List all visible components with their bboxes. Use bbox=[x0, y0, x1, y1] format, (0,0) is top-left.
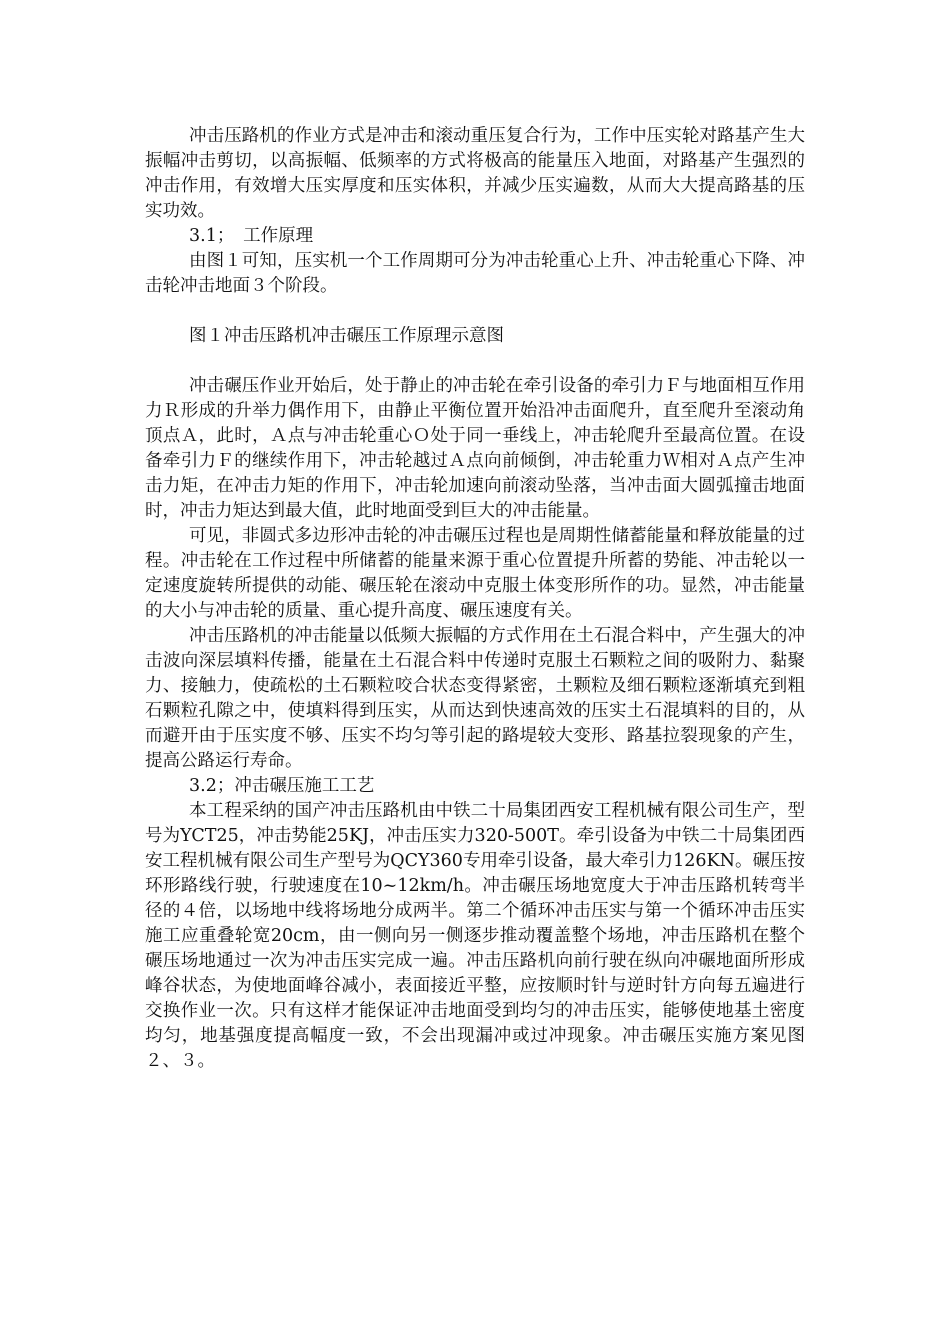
paragraph-energy: 可见，非圆式多边形冲击轮的冲击碾压过程也是周期性储蓄能量和释放能量的过程。冲击轮在工作过程中所储蓄的能量来源于重心位置提升所蓄的势能、冲击轮以一定速度旋转所提供的动能、碾压轮在滚动中克服土体变形所作的功。显然，冲击能量的大小与冲击轮的质量、重心提升高度、碾压速度有关。 bbox=[145, 526, 805, 621]
paragraph-compaction-effect: 冲击压路机的冲击能量以低频大振幅的方式作用在土石混合料中，产生强大的冲击波向深层填料传播，能量在土石混合料中传递时克服土石颗粒之间的吸附力、黏聚力、接触力，使疏松的土石颗粒咬合状态变得紧密，土颗粒及细石颗粒逐渐填充到粗石颗粒孔隙之中，使填料得到压实，从而达到快速高效的压实土石混填料的目的，从而避开由于压实度不够、压实不均匀等引起的路堤较大变形、路基拉裂现象的产生，提高公路运行寿命。 bbox=[145, 626, 805, 771]
paragraph-working-process: 冲击碾压作业开始后，处于静止的冲击轮在牵引设备的牵引力Ｆ与地面相互作用力Ｒ形成的升举力偶作用下，由静止平衡位置开始沿冲击面爬升，直至爬升至滚动角顶点Ａ，此时，Ａ点与冲击轮重心Ｏ处于同一垂线上，冲击轮爬升至最高位置。在设备牵引力Ｆ的继续作用下，冲击轮越过Ａ点向前倾倒，冲击轮重力Ｗ相对Ａ点产生冲击力矩，在冲击力矩的作用下，冲击轮加速向前滚动坠落，当冲击面大圆弧撞击地面时，冲击力矩达到最大值，此时地面受到巨大的冲击能量。 bbox=[145, 376, 805, 521]
paragraph-figure-reference: 由图１可知，压实机一个工作周期可分为冲击轮重心上升、冲击轮重心下降、冲击轮冲击地面３个阶段。 bbox=[145, 251, 805, 296]
paragraph-construction-process: 本工程采纳的国产冲击压路机由中铁二十局集团西安工程机械有限公司生产，型号为YCT25，冲击势能25KJ，冲击压实力320-500T。牵引设备为中铁二十局集团西安工程机械有限公司生产型号为QCY360专用牵引设备，最大牵引力126KN。碾压按环形路线行驶，行驶速度在10~12km/h。冲击碾压场地宽度大于冲击压路机转弯半径的４倍，以场地中线将场地分成两半。第二个循环冲击压实与第一个循环冲击压实施工应重叠轮宽20cm，由一侧向另一侧逐步推动覆盖整个场地，冲击压路机在整个碾压场地通过一次为冲击压实完成一遍。冲击压路机向前行驶在纵向冲碾地面所形成峰谷状态，为使地面峰谷减小，表面接近平整，应按顺时针与逆时针方向每五遍进行交换作业一次。只有这样才能保证冲击地面受到均匀的冲击压实，能够使地基土密度均匀，地基强度提高幅度一致，不会出现漏冲或过冲现象。冲击碾压实施方案见图２、３。 bbox=[145, 801, 805, 1071]
figure-1-caption: 图１冲击压路机冲击碾压工作原理示意图 bbox=[189, 326, 504, 346]
paragraph-intro: 冲击压路机的作业方式是冲击和滚动重压复合行为，工作中压实轮对路基产生大振幅冲击剪切，以高振幅、低频率的方式将极高的能量压入地面，对路基产生强烈的冲击作用，有效增大压实厚度和压实体积，并减少压实遍数，从而大大提高路基的压实功效。 bbox=[145, 126, 805, 221]
section-heading-3-2: 3.2；冲击碾压施工工艺 bbox=[189, 776, 375, 796]
document-body bbox=[145, 124, 805, 1074]
section-heading-3-1: 3.1； 工作原理 bbox=[189, 226, 314, 246]
